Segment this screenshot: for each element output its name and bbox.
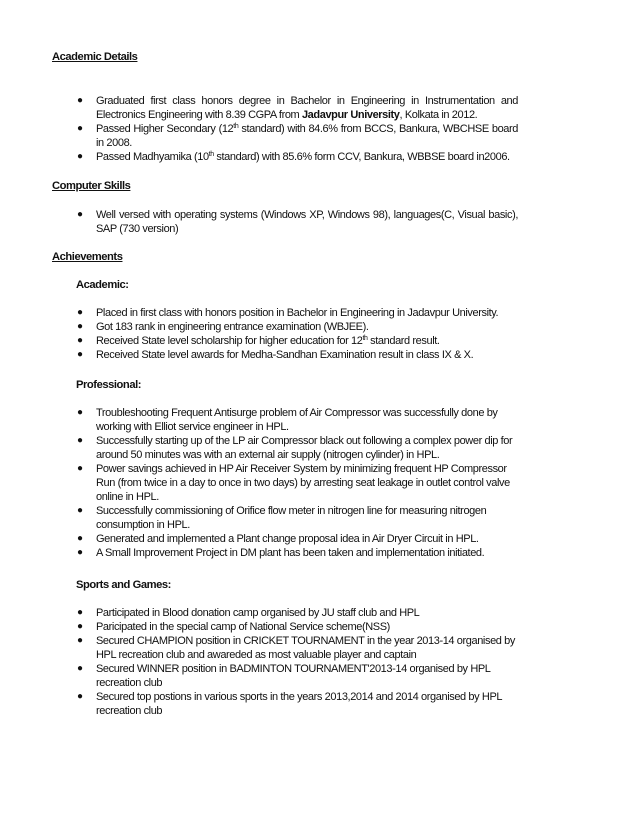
list-item: ● Graduated first class honors degree in Bachelor in Engineering in Instrumentation and Electronics Engineering with 8.39 CGPA from Jadavpur University, Kolkata in 2012. bbox=[77, 95, 518, 121]
sports-achievements-list bbox=[0, 606, 518, 718]
list-item: ● Passed Madhyamika (10th standard) with 85.6% form CCV, Bankura, WBBSE board in2006. bbox=[77, 151, 510, 163]
list-item: ● Successfully commissioning of Orifice flow meter in nitrogen line for measuring nitrogen consumption in HPL. bbox=[77, 505, 487, 531]
bullet-icon: ● bbox=[77, 407, 83, 418]
bullet-icon: ● bbox=[77, 95, 83, 106]
list-item: ● Got 183 rank in engineering entrance examination (WBJEE). bbox=[77, 321, 369, 333]
bullet-icon: ● bbox=[77, 321, 83, 332]
list-item: ● Secured top postions in various sports in the years 2013,2014 and 2014 organised by HPL recreation club bbox=[77, 691, 502, 717]
list-item: ● Troubleshooting Frequent Antisurge problem of Air Compressor was successfully done by working with Elliot service engineer in HPL. bbox=[77, 407, 498, 433]
list-item: ● Received State level awards for Medha-Sandhan Examination result in class IX & X. bbox=[77, 349, 474, 361]
list-item: ● A Small Improvement Project in DM plant has been taken and implementation initiated. bbox=[77, 547, 485, 559]
bullet-icon: ● bbox=[77, 209, 83, 220]
professional-achievements-list bbox=[0, 406, 518, 560]
academic-details-heading: Academic Details bbox=[52, 51, 138, 63]
bullet-icon: ● bbox=[77, 435, 83, 446]
list-item: ● Placed in first class with honors position in Bachelor in Engineering in Jadavpur University. bbox=[77, 307, 499, 319]
bullet-icon: ● bbox=[77, 463, 83, 474]
bullet-icon: ● bbox=[77, 547, 83, 558]
computer-skills-heading: Computer Skills bbox=[52, 180, 131, 192]
list-item: ● Generated and implemented a Plant change proposal idea in Air Dryer Circuit in HPL. bbox=[77, 533, 479, 545]
academic-details-list bbox=[0, 94, 518, 164]
list-item: ● Secured CHAMPION position in CRICKET TOURNAMENT in the year 2013-14 organised by HPL recreation club and awareded as most valuable player and captain bbox=[77, 635, 515, 661]
academic-subheading: Academic: bbox=[76, 279, 129, 291]
bullet-icon: ● bbox=[77, 335, 83, 346]
bullet-icon: ● bbox=[77, 349, 83, 360]
list-item: ● Well versed with operating systems (Windows XP, Windows 98), languages(C, Visual basic), SAP (730 version) bbox=[77, 209, 518, 235]
bullet-icon: ● bbox=[77, 533, 83, 544]
sports-subheading: Sports and Games: bbox=[76, 579, 171, 591]
list-item: ● Secured WINNER position in BADMINTON TOURNAMENT'2013-14 organised by HPL recreation club bbox=[77, 663, 491, 689]
bullet-icon: ● bbox=[77, 663, 83, 674]
bullet-icon: ● bbox=[77, 123, 83, 134]
bullet-icon: ● bbox=[77, 691, 83, 702]
professional-subheading: Professional: bbox=[76, 379, 142, 391]
bullet-icon: ● bbox=[77, 505, 83, 516]
list-item: ● Power savings achieved in HP Air Receiver System by minimizing frequent HP Compressor Run (from twice in a day to once in two days) by arresting seat leakage in outlet control valve online in HPL. bbox=[77, 463, 510, 503]
list-item: ● Successfully starting up of the LP air Compressor black out following a complex power dip for around 50 minutes was with an external air supply (nitrogen cylinder) in HPL. bbox=[77, 435, 513, 461]
bullet-icon: ● bbox=[77, 307, 83, 318]
achievements-heading: Achievements bbox=[52, 251, 123, 263]
list-item: ● Paricipated in the special camp of National Service scheme(NSS) bbox=[77, 621, 390, 633]
list-item: ● Participated in Blood donation camp organised by JU staff club and HPL bbox=[77, 607, 420, 619]
bullet-icon: ● bbox=[77, 621, 83, 632]
academic-achievements-list bbox=[0, 306, 526, 362]
list-item: ● Passed Higher Secondary (12th standard) with 84.6% from BCCS, Bankura, WBCHSE board in 2008. bbox=[77, 123, 518, 149]
bullet-icon: ● bbox=[77, 607, 83, 618]
bullet-icon: ● bbox=[77, 151, 83, 162]
list-item: ● Received State level scholarship for higher education for 12th standard result. bbox=[77, 335, 440, 347]
bullet-icon: ● bbox=[77, 635, 83, 646]
computer-skills-list bbox=[0, 208, 518, 236]
